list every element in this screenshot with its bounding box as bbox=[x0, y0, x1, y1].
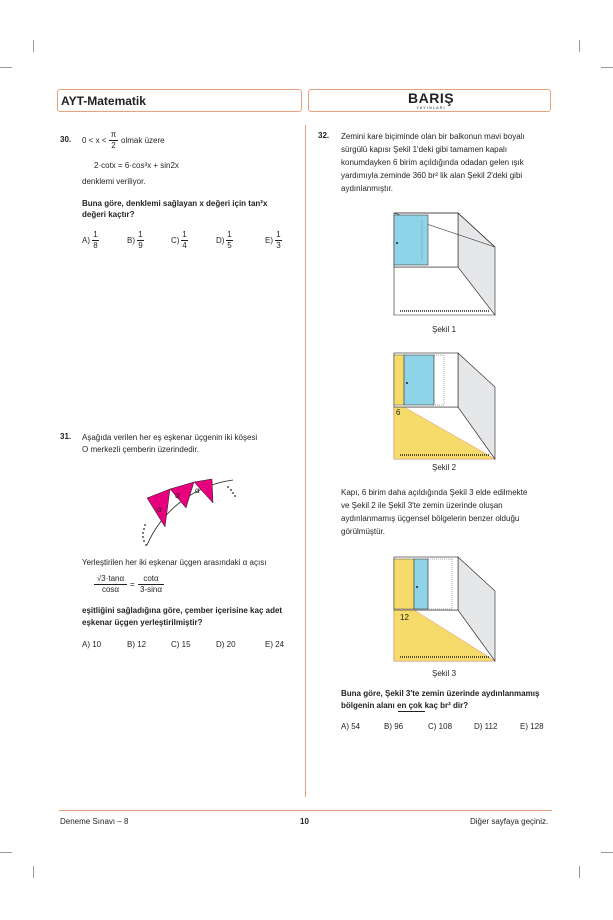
crop-mark bbox=[33, 866, 34, 878]
q31-eq-sign: = bbox=[130, 580, 135, 589]
crop-mark bbox=[601, 67, 613, 68]
alpha-label: α bbox=[157, 505, 162, 514]
crop-mark bbox=[0, 67, 12, 68]
option-letter: C) bbox=[171, 236, 180, 245]
fraction-numerator: 1 bbox=[276, 230, 281, 239]
answer-option: A) 54 bbox=[341, 722, 361, 731]
figure-3-label: 12 bbox=[400, 613, 409, 622]
q32-text-line: aydınlanmıştır. bbox=[341, 184, 394, 193]
fraction-denominator: 4 bbox=[182, 241, 187, 250]
alpha-label: α bbox=[175, 491, 180, 500]
q32-middle-line: aydınlanmamış üçgensel bölgelerin benzer olduğu bbox=[341, 514, 520, 523]
option-letter: B) bbox=[127, 236, 135, 245]
fraction-denominator: 5 bbox=[227, 241, 232, 250]
fraction-numerator: 1 bbox=[227, 230, 232, 239]
crop-mark bbox=[601, 852, 613, 853]
crop-mark bbox=[0, 852, 12, 853]
answer-option: D) 112 bbox=[474, 722, 498, 731]
blue-door bbox=[404, 355, 434, 405]
option-fraction bbox=[137, 230, 144, 251]
blue-door bbox=[414, 559, 428, 609]
q31-question-line1: eşitliğini sağladığına göre, çember içerisine kaç adet bbox=[82, 606, 283, 615]
answer-option: B) 12 bbox=[127, 640, 147, 649]
footer-rule bbox=[59, 810, 552, 811]
figure-2-caption: Şekil 2 bbox=[432, 463, 457, 472]
question-31-number: 31. bbox=[60, 432, 72, 441]
crop-mark bbox=[579, 40, 580, 52]
q30-given: denklemi veriliyor. bbox=[82, 177, 146, 186]
option-letter: D) bbox=[216, 236, 225, 245]
q31-rhs-den: 3-sinα bbox=[138, 584, 164, 595]
logo-text: BARIŞ bbox=[408, 90, 455, 106]
answer-option: E) 24 bbox=[265, 640, 285, 649]
fraction-numerator: 1 bbox=[93, 230, 98, 239]
q30-equation: 2·cotx = 6·cos³x + sin2x bbox=[94, 161, 179, 170]
question-32-number: 32. bbox=[318, 131, 330, 140]
q32-text-line: Zemini kare biçiminde olan bir balkonun mavi boyalı bbox=[341, 132, 525, 141]
q30-frac-num: π bbox=[110, 130, 117, 139]
fraction-denominator: 8 bbox=[93, 241, 98, 250]
q31-lhs-den: cosα bbox=[94, 584, 127, 595]
fraction-numerator: 1 bbox=[182, 230, 187, 239]
q31-rhs-num: cotα bbox=[143, 574, 159, 583]
crop-mark bbox=[579, 866, 580, 878]
q32-text-line: sürgülü kapısı Şekil 1'deki gibi tamamen kapalı bbox=[341, 145, 508, 154]
q31-circle-triangles-figure bbox=[115, 465, 255, 550]
option-fraction bbox=[181, 230, 188, 251]
crop-mark bbox=[33, 40, 34, 52]
answer-option: D) 20 bbox=[216, 640, 236, 649]
q32-question-line1: Buna göre, Şekil 3'te zemin üzerinde aydınlanmamış bbox=[341, 689, 540, 698]
question-30-number: 30. bbox=[60, 135, 72, 144]
option-fraction bbox=[226, 230, 233, 251]
footer-right: Diğer sayfaya geçiniz. bbox=[470, 817, 549, 826]
option-fraction bbox=[275, 230, 282, 251]
q31-eq-rhs bbox=[138, 574, 164, 595]
logo-subtext: YAYINLARI bbox=[416, 105, 446, 110]
q32-question-line2: bölgenin alanı en çok kaç br² dir? bbox=[341, 701, 469, 710]
q31-eq-lhs bbox=[94, 574, 127, 595]
q30-pi-over-2 bbox=[109, 130, 118, 151]
answer-option: C) 15 bbox=[171, 640, 191, 649]
figure-1 bbox=[390, 205, 500, 320]
figure-2 bbox=[390, 347, 500, 462]
q30-question-line1: Buna göre, denklemi sağlayan x değeri için tan²x bbox=[82, 199, 268, 208]
option-fraction bbox=[92, 230, 99, 251]
fraction-denominator: 9 bbox=[138, 241, 143, 250]
subject-title: AYT-Matematik bbox=[61, 94, 146, 108]
fraction-denominator: 3 bbox=[276, 241, 281, 250]
option-letter: E) bbox=[265, 236, 273, 245]
q32-middle-line: ve Şekil 2 ile Şekil 3'te zemin üzerinde oluşan bbox=[341, 501, 503, 510]
en-cok-underline bbox=[398, 711, 425, 712]
answer-option: A) 10 bbox=[82, 640, 102, 649]
page-number: 10 bbox=[300, 817, 309, 826]
q31-line3: Yerleştirilen her iki eşkenar üçgen arasındaki α açısı bbox=[82, 558, 267, 567]
figure-3-caption: Şekil 3 bbox=[432, 669, 457, 678]
figure-3 bbox=[390, 553, 500, 665]
q30-condition-suffix: olmak üzere bbox=[121, 136, 165, 145]
q30-question-line2: değeri kaçtır? bbox=[82, 210, 135, 219]
q31-line2: O merkezli çemberin üzerindedir. bbox=[82, 445, 199, 454]
q31-lhs-num: √3·tanα bbox=[96, 574, 125, 583]
answer-option: B) 96 bbox=[384, 722, 404, 731]
fraction-numerator: 1 bbox=[138, 230, 143, 239]
figure-1-caption: Şekil 1 bbox=[432, 325, 457, 334]
column-divider bbox=[305, 125, 306, 797]
q32-middle-line: Kapı, 6 birim daha açıldığında Şekil 3 elde edilmekte bbox=[341, 488, 528, 497]
q31-line1: Aşağıda verilen her eş eşkenar üçgenin iki köşesi bbox=[82, 433, 258, 442]
opening bbox=[394, 355, 404, 405]
option-letter: A) bbox=[82, 236, 90, 245]
q31-question-line2: eşkenar üçgen yerleştirilmiştir? bbox=[82, 618, 203, 627]
q32-text-line: konumdayken 6 birim açıldığında odadan gelen ışık bbox=[341, 158, 524, 167]
q30-frac-den: 2 bbox=[109, 140, 118, 151]
opening bbox=[394, 559, 414, 609]
q32-text-line: yardımıyla zeminde 360 br² lik alan Şekil 2'deki gibi bbox=[341, 171, 523, 180]
alpha-label: α bbox=[195, 486, 200, 495]
answer-option: E) 128 bbox=[520, 722, 544, 731]
q32-middle-line: görülmüştür. bbox=[341, 527, 386, 536]
blue-door bbox=[394, 215, 428, 265]
publisher-logo bbox=[408, 91, 454, 110]
answer-option: C) 108 bbox=[428, 722, 453, 731]
footer-left: Deneme Sınavı – 8 bbox=[60, 817, 129, 826]
figure-2-label: 6 bbox=[396, 408, 401, 417]
q30-condition-prefix: 0 < x < bbox=[82, 136, 107, 145]
